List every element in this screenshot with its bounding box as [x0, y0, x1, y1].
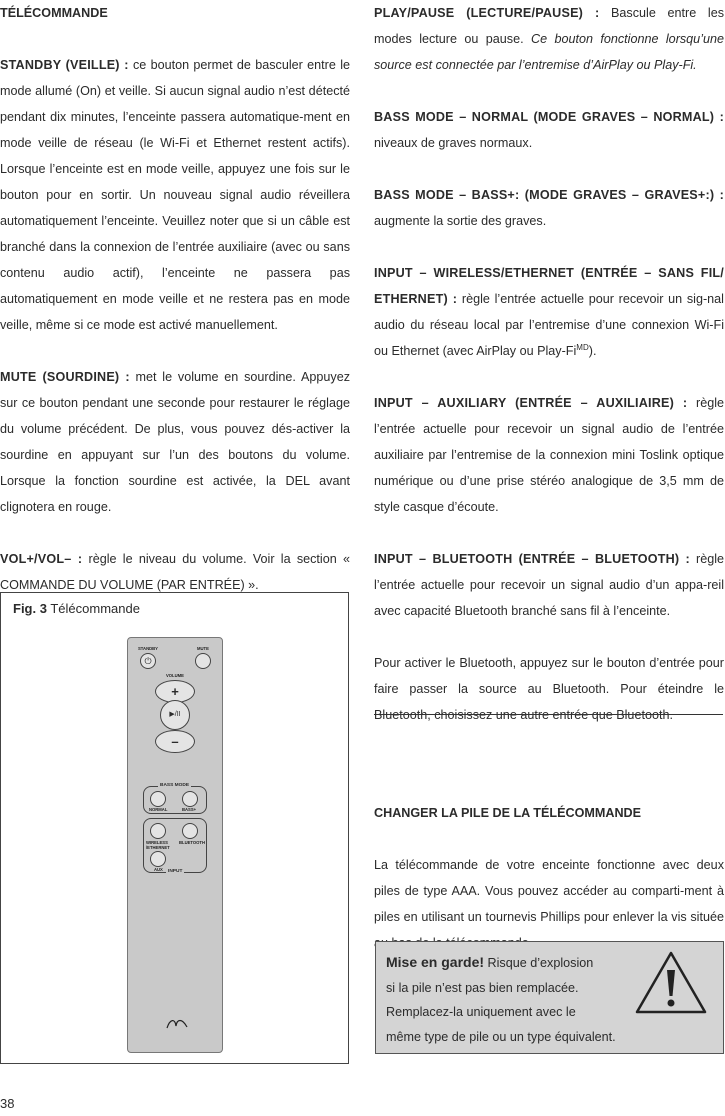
play-pause-paragraph	[374, 0, 724, 78]
warning-box	[375, 941, 724, 1054]
remote-bluetooth-button	[182, 823, 198, 839]
section-title-battery: CHANGER LA PILE DE LA TÉLÉCOMMANDE	[374, 806, 642, 820]
bass-plus-keyword: BASS MODE – BASS+: (MODE GRAVES – GRAVES+:) :	[374, 188, 724, 202]
warning-line-1: Risque d’explosion	[487, 956, 594, 970]
brand-logo-icon	[166, 1016, 188, 1030]
play-pause-note: Ce bouton fonctionne lorsqu’une source est connectée par l’entremise d’AirPlay ou Play-Fi.	[374, 32, 724, 72]
remote-aux-label: AUX	[154, 867, 163, 872]
remote-mute-label: MUTE	[197, 646, 209, 651]
aux-paragraph	[374, 390, 724, 520]
figure-label: Fig. 3	[13, 601, 47, 616]
section-title-remote: TÉLÉCOMMANDE	[0, 6, 108, 20]
standby-paragraph	[0, 52, 350, 338]
remote-normal-label: NORMAL	[149, 807, 168, 812]
standby-text: ce bouton permet de basculer entre le mode allumé (On) et veille. Si aucun signal audio n’est détecté pendant dix minutes, l’enceinte passera automatique-ment en mode veille de réseau (le Wi-Fi et Ethernet restent actifs). Lorsque l’enceinte est en mode veille, appuyez une fois sur le bouton pour en sortir. Un nouveau signal audio réveillera automatiquement l’enceinte. Veuillez noter que si un câble est branché dans la connexion de l’entrée auxiliaire (avec ou sans contenu audio actif), l’enceinte ne passera pas automatiquement en mode veille et ne restera pas en mode veille, même si ce mode est activé manuellement.	[0, 58, 350, 332]
bass-plus-paragraph	[374, 182, 724, 234]
bluetooth-activation-paragraph: Pour activer le Bluetooth, appuyez sur le bouton d’entrée pour faire passer la source au Bluetooth. Pour éteindre le Bluetooth, choisissez une autre entrée que Bluetooth.	[374, 656, 724, 722]
mute-paragraph	[0, 364, 350, 520]
remote-volume-down: –	[155, 730, 195, 753]
bluetooth-keyword: INPUT – BLUETOOTH (ENTRÉE – BLUETOOTH) :	[374, 552, 690, 566]
aux-text: règle l’entrée actuelle pour recevoir un signal audio de l’entrée auxiliaire par l’entremise de la connexion mini Toslink optique numérique ou d’une prise stéréo analogique de 3,5 mm de style casque d’écoute.	[374, 396, 725, 514]
play-pause-keyword: PLAY/PAUSE (LECTURE/PAUSE) :	[374, 6, 600, 20]
wireless-keyword: INPUT – WIRELESS/ETHERNET (ENTRÉE – SANS FIL/ ETHERNET) :	[374, 266, 724, 306]
bass-plus-text: augmente la sortie des graves.	[374, 214, 547, 228]
remote-standby-label: STANDBY	[138, 646, 158, 651]
battery-paragraph: La télécommande de votre enceinte fonctionne avec deux piles de type AAA. Vous pouvez accéder au comparti-ment à piles en utilisant un tournevis Phillips pour enlever la vis située	[374, 858, 724, 924]
remote-volume-label: VOLUME	[166, 673, 184, 678]
aux-keyword: INPUT – AUXILIARY (ENTRÉE – AUXILIAIRE) :	[374, 396, 688, 410]
warning-line-2: si la pile n’est pas bien remplacée.	[386, 980, 579, 995]
volume-text: règle le niveau du volume. Voir la section « COMMANDE DU VOLUME (PAR ENTRÉE) ».	[0, 552, 350, 592]
warning-line-3: Remplacez-la uniquement avec le	[386, 1005, 576, 1019]
bass-normal-paragraph	[374, 104, 724, 156]
remote-aux-button	[150, 851, 166, 867]
remote-bass-normal-button	[150, 791, 166, 807]
section-divider	[374, 714, 723, 715]
figure-caption-text: Télécommande	[50, 601, 140, 616]
standby-keyword: STANDBY (VEILLE) :	[0, 58, 129, 72]
wireless-text: règle l’entrée actuelle pour recevoir un sig-nal audio du réseau local par l’entremise d’une connexion Wi-Fi ou Ethernet (avec AirPlay ou Play-Fi	[374, 292, 724, 358]
remote-wireless-button	[150, 823, 166, 839]
play-pause-text: Bascule entre les modes lecture ou pause.	[374, 6, 724, 46]
remote-mute-button	[195, 653, 211, 669]
remote-volume-up: +	[155, 680, 195, 703]
remote-ethernet-label: /ETHERNET	[146, 845, 170, 850]
page-number: 38	[0, 1096, 15, 1111]
remote-illustration	[127, 637, 223, 1053]
wireless-paragraph	[374, 260, 724, 364]
warning-line-4: même type de pile ou un type équivalent.	[386, 1029, 616, 1044]
remote-bass-plus-label: BASS+	[182, 807, 197, 812]
bass-normal-keyword: BASS MODE – NORMAL (MODE GRAVES – NORMAL) :	[374, 110, 724, 124]
remote-play-pause-icon: ▶/II	[160, 700, 190, 730]
remote-bluetooth-label: BLUETOOTH	[179, 840, 205, 845]
remote-bass-plus-button	[182, 791, 198, 807]
bass-normal-text: niveaux de graves normaux.	[374, 136, 533, 150]
warning-triangle-icon	[634, 950, 708, 1016]
mute-keyword: MUTE (SOURDINE) :	[0, 370, 130, 384]
warning-text	[386, 950, 616, 1049]
remote-power-icon: ⏻	[140, 653, 156, 669]
volume-paragraph	[0, 546, 350, 598]
remote-bass-mode-label: BASS MODE	[160, 783, 190, 788]
bluetooth-text: règle l’entrée actuelle pour recevoir un signal audio d’un appa-reil avec capacité Bluetooth branché sans fil à l’enceinte.	[374, 552, 725, 618]
wireless-trademark: MD	[576, 342, 589, 352]
warning-title: Mise en garde!	[386, 954, 485, 970]
remote-input-label: INPUT	[168, 869, 183, 874]
mute-text: met le volume en sourdine. Appuyez sur ce bouton pendant une seconde pour restaurer le réglage du volume précédent. De plus, vous pouvez dés-activer la sourdine en appuyant sur l’un des boutons du volume. Lorsque la fonction sourdine est activée, la DEL avant clignotera en rouge.	[0, 370, 350, 514]
bluetooth-paragraph	[374, 546, 724, 624]
right-column	[374, 0, 724, 956]
remote-wireless-label: WIRELESS	[146, 840, 168, 845]
volume-keyword: VOL+/VOL– :	[0, 552, 83, 566]
figure-remote	[0, 592, 349, 1064]
figure-caption	[13, 601, 140, 616]
wireless-end: ).	[588, 344, 597, 358]
left-column	[0, 0, 350, 598]
